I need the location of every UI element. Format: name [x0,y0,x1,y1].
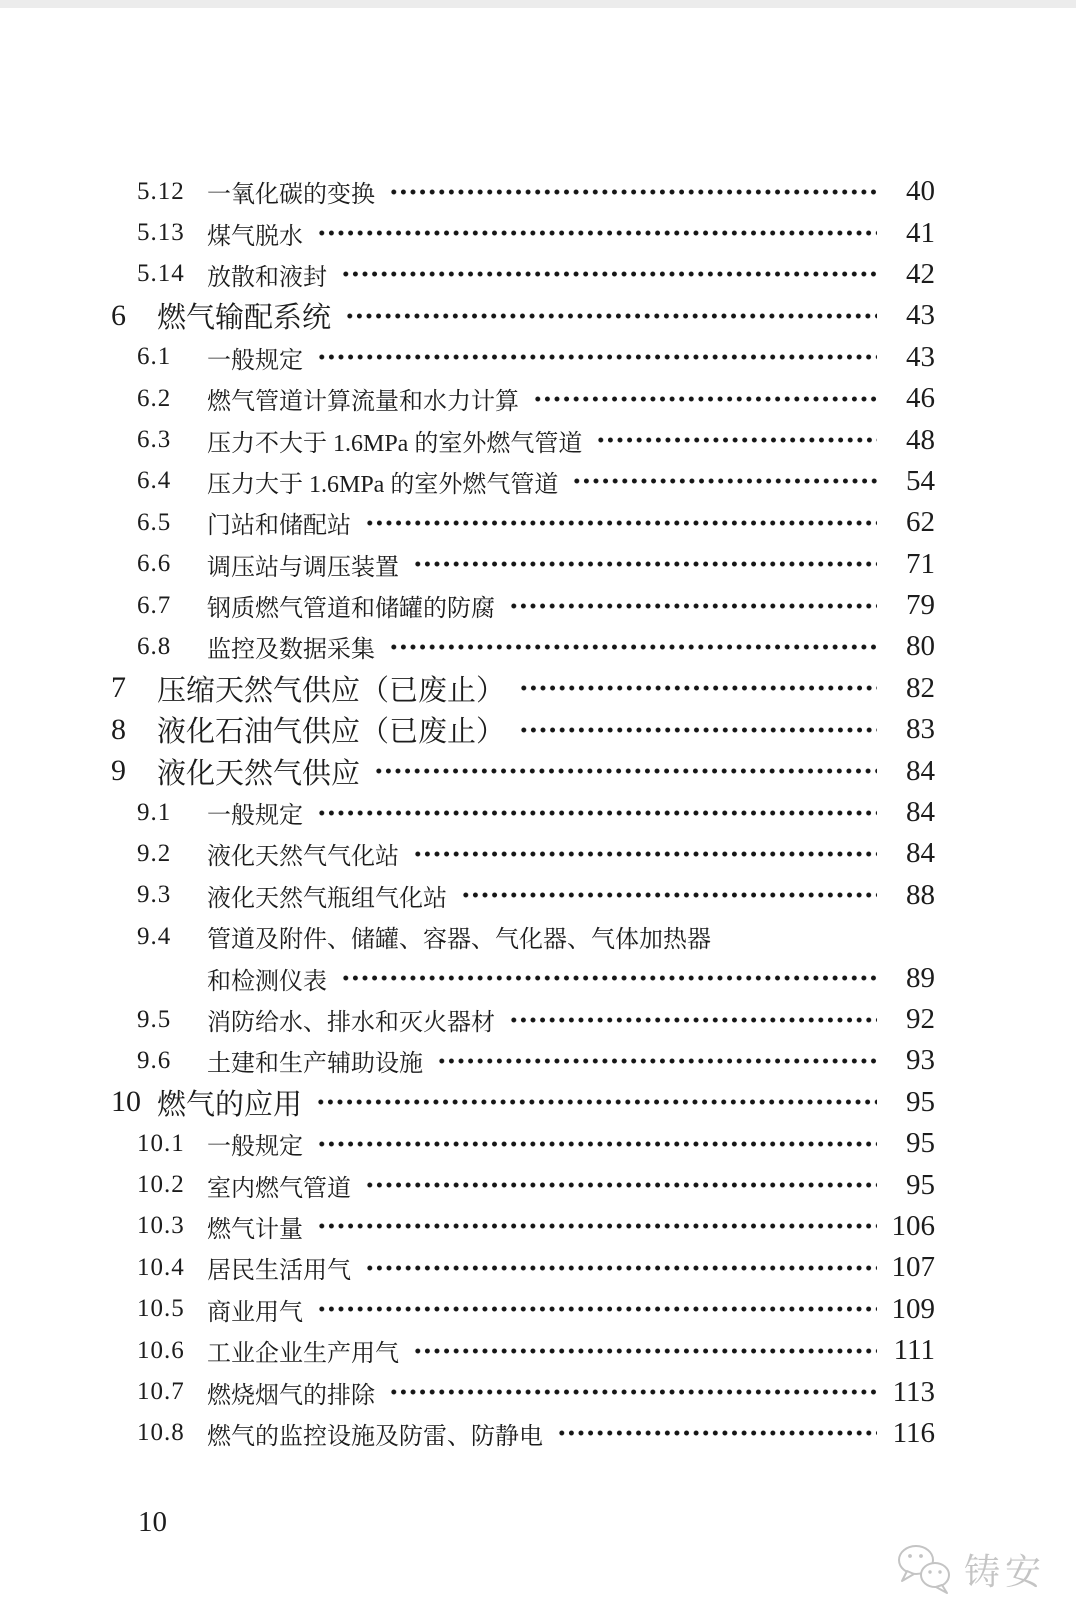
entry-title: 压缩天然气供应（已废止） [157,674,506,707]
entry-number: 5.12 [137,177,185,205]
dot-leader [317,230,877,236]
toc-entry [0,792,1076,833]
dot-leader [413,561,877,567]
entry-title: 液化天然气瓶组气化站 [207,885,447,912]
entry-title: 燃气管道计算流量和水力计算 [207,389,519,416]
entry-title: 压力不大于 1.6MPa 的室外燃气管道 [207,430,583,457]
entry-number: 6.2 [137,384,172,412]
entry-page: 88 [906,878,935,911]
dot-leader [345,313,877,319]
entry-title: 土建和生产辅助设施 [207,1051,423,1078]
dot-leader [557,1430,877,1436]
entry-number: 6 [111,298,126,332]
entry-title: 一般规定 [207,803,303,830]
entry-title: 燃气输配系统 [157,302,332,335]
toc-entry [0,709,1076,750]
toc-entry [0,1247,1076,1288]
dot-leader [317,810,877,816]
entry-title: 工业企业生产用气 [207,1341,399,1368]
dot-leader [533,396,877,402]
dot-leader [519,685,877,691]
entry-number: 10.4 [137,1253,185,1281]
entry-number: 9.3 [137,881,172,909]
dot-leader [317,354,877,360]
entry-page: 95 [906,1127,935,1160]
dot-leader [374,768,877,774]
entry-number: 10.7 [137,1378,185,1406]
entry-number: 6.4 [137,467,172,495]
wechat-icon [894,1543,956,1595]
toc-entry [0,626,1076,667]
toc-entry [0,668,1076,709]
watermark-text: 铸安 [963,1551,1046,1592]
dot-leader [317,1141,877,1147]
dot-leader [389,1389,877,1395]
dot-leader [365,520,877,526]
entry-title: 一氧化碳的变换 [207,182,375,209]
entry-title: 一般规定 [207,347,303,374]
entry-page: 89 [906,961,935,994]
toc-entry [0,502,1076,543]
entry-number: 10.2 [137,1171,185,1199]
entry-title: 和检测仪表 [207,968,327,995]
entry-page: 116 [892,1416,935,1449]
dot-leader [461,892,877,898]
entry-number: 6.3 [137,426,172,454]
entry-title: 放散和液封 [207,264,327,291]
toc-entry [0,999,1076,1040]
toc-entry [0,585,1076,626]
entry-page: 54 [906,464,935,497]
entry-title: 压力大于 1.6MPa 的室外燃气管道 [207,471,559,498]
entry-number: 6.6 [137,550,172,578]
entry-page: 48 [906,423,935,456]
toc-entry [0,875,1076,916]
entry-title: 燃烧烟气的排除 [207,1382,375,1409]
dot-leader [509,1017,877,1023]
entry-page: 95 [906,1085,935,1118]
entry-page: 40 [906,175,935,208]
entry-page: 107 [891,1251,935,1284]
entry-number: 5.14 [137,260,185,288]
entry-page: 84 [906,754,935,787]
entry-number: 6.7 [137,591,172,619]
dot-leader [437,1058,877,1064]
toc-entry [0,461,1076,502]
toc-entry [0,212,1076,253]
entry-number: 10 [111,1085,141,1119]
entry-title: 一般规定 [207,1134,303,1161]
entry-number: 7 [111,671,126,705]
dot-leader [389,189,877,195]
dot-leader [365,1265,877,1271]
toc-entry [0,916,1076,957]
toc-entry [0,1371,1076,1412]
dot-leader [317,1223,877,1229]
entry-number: 6.1 [137,343,172,371]
entry-number: 9.5 [137,1005,172,1033]
entry-page: 82 [906,671,935,704]
toc-entry [0,171,1076,212]
entry-page: 92 [906,1003,935,1035]
toc-entry [0,1206,1076,1247]
entry-page: 43 [906,299,935,332]
entry-number: 9.4 [137,922,172,950]
toc-entry [0,378,1076,419]
entry-number: 10.3 [137,1212,185,1240]
toc-entry [0,833,1076,874]
entry-page: 42 [906,257,935,290]
entry-title: 商业用气 [207,1299,303,1326]
entry-title: 燃气的应用 [157,1088,303,1121]
entry-number: 10.6 [137,1336,185,1364]
entry-page: 111 [893,1334,935,1367]
entry-number: 10.5 [137,1295,185,1323]
toc-entry [0,295,1076,336]
entry-page: 41 [906,216,935,249]
dot-leader [389,644,877,650]
entry-number: 9.6 [137,1046,172,1074]
toc-entry [0,1082,1076,1123]
entry-page: 80 [906,630,935,663]
dot-leader [317,1306,877,1312]
dot-leader [365,1182,877,1188]
toc-entry [0,1289,1076,1330]
entry-title: 监控及数据采集 [207,637,375,664]
entry-number: 9 [111,754,126,788]
dot-leader [413,1348,877,1354]
dot-leader [519,727,877,733]
entry-number: 6.8 [137,632,172,660]
toc-entry [0,1164,1076,1205]
toc-entry [0,544,1076,585]
entry-title: 调压站与调压装置 [207,554,399,581]
entry-title: 消防给水、排水和灭火器材 [207,1010,495,1036]
corner-page-number: 10 [138,1506,167,1538]
entry-title: 液化天然气供应 [157,757,361,790]
entry-page: 46 [906,382,935,415]
toc-list [0,171,1076,1454]
watermark [894,1543,1046,1595]
entry-title: 居民生活用气 [207,1258,351,1285]
entry-number: 9.1 [137,798,172,826]
toc-entry [0,337,1076,378]
toc-entry [0,419,1076,460]
entry-title: 管道及附件、储罐、容器、气化器、气体加热器 [207,927,711,954]
entry-page: 79 [906,589,935,622]
entry-number: 6.5 [137,508,172,536]
toc-entry [0,1040,1076,1081]
entry-number: 9.2 [137,839,172,867]
entry-page: 83 [906,713,935,746]
entry-number: 5.13 [137,219,185,247]
dot-leader [341,271,877,277]
toc-entry [0,254,1076,295]
entry-title: 煤气脱水 [207,223,303,250]
dot-leader [509,603,877,609]
entry-number: 8 [111,712,126,746]
toc-entry [0,957,1076,998]
entry-page: 113 [892,1375,935,1408]
toc-entry [0,750,1076,791]
entry-title: 液化石油气供应（已废止） [157,716,506,749]
entry-title: 液化天然气气化站 [207,844,399,871]
toc-entry [0,1330,1076,1371]
toc-entry [0,1123,1076,1164]
entry-number: 10.8 [137,1419,185,1447]
dot-leader [572,478,877,484]
entry-title: 室内燃气管道 [207,1175,351,1202]
entry-page: 106 [891,1209,935,1242]
dot-leader [341,975,877,981]
entry-title: 燃气计量 [207,1216,303,1243]
entry-page: 71 [906,547,935,580]
entry-page: 93 [906,1044,935,1077]
entry-page: 95 [906,1168,935,1201]
entry-page: 84 [906,796,935,829]
toc-entry [0,1413,1076,1454]
dot-leader [316,1099,877,1105]
dot-leader [413,851,877,857]
entry-title: 钢质燃气管道和储罐的防腐 [207,596,495,623]
entry-title: 门站和储配站 [207,513,351,540]
entry-number: 10.1 [137,1129,185,1157]
scan-edge [0,0,1076,8]
entry-title: 燃气的监控设施及防雷、防静电 [207,1423,543,1450]
entry-page: 62 [906,506,935,539]
entry-page: 43 [906,340,935,373]
entry-page: 109 [891,1292,935,1325]
dot-leader [596,437,877,443]
entry-page: 84 [906,837,935,870]
